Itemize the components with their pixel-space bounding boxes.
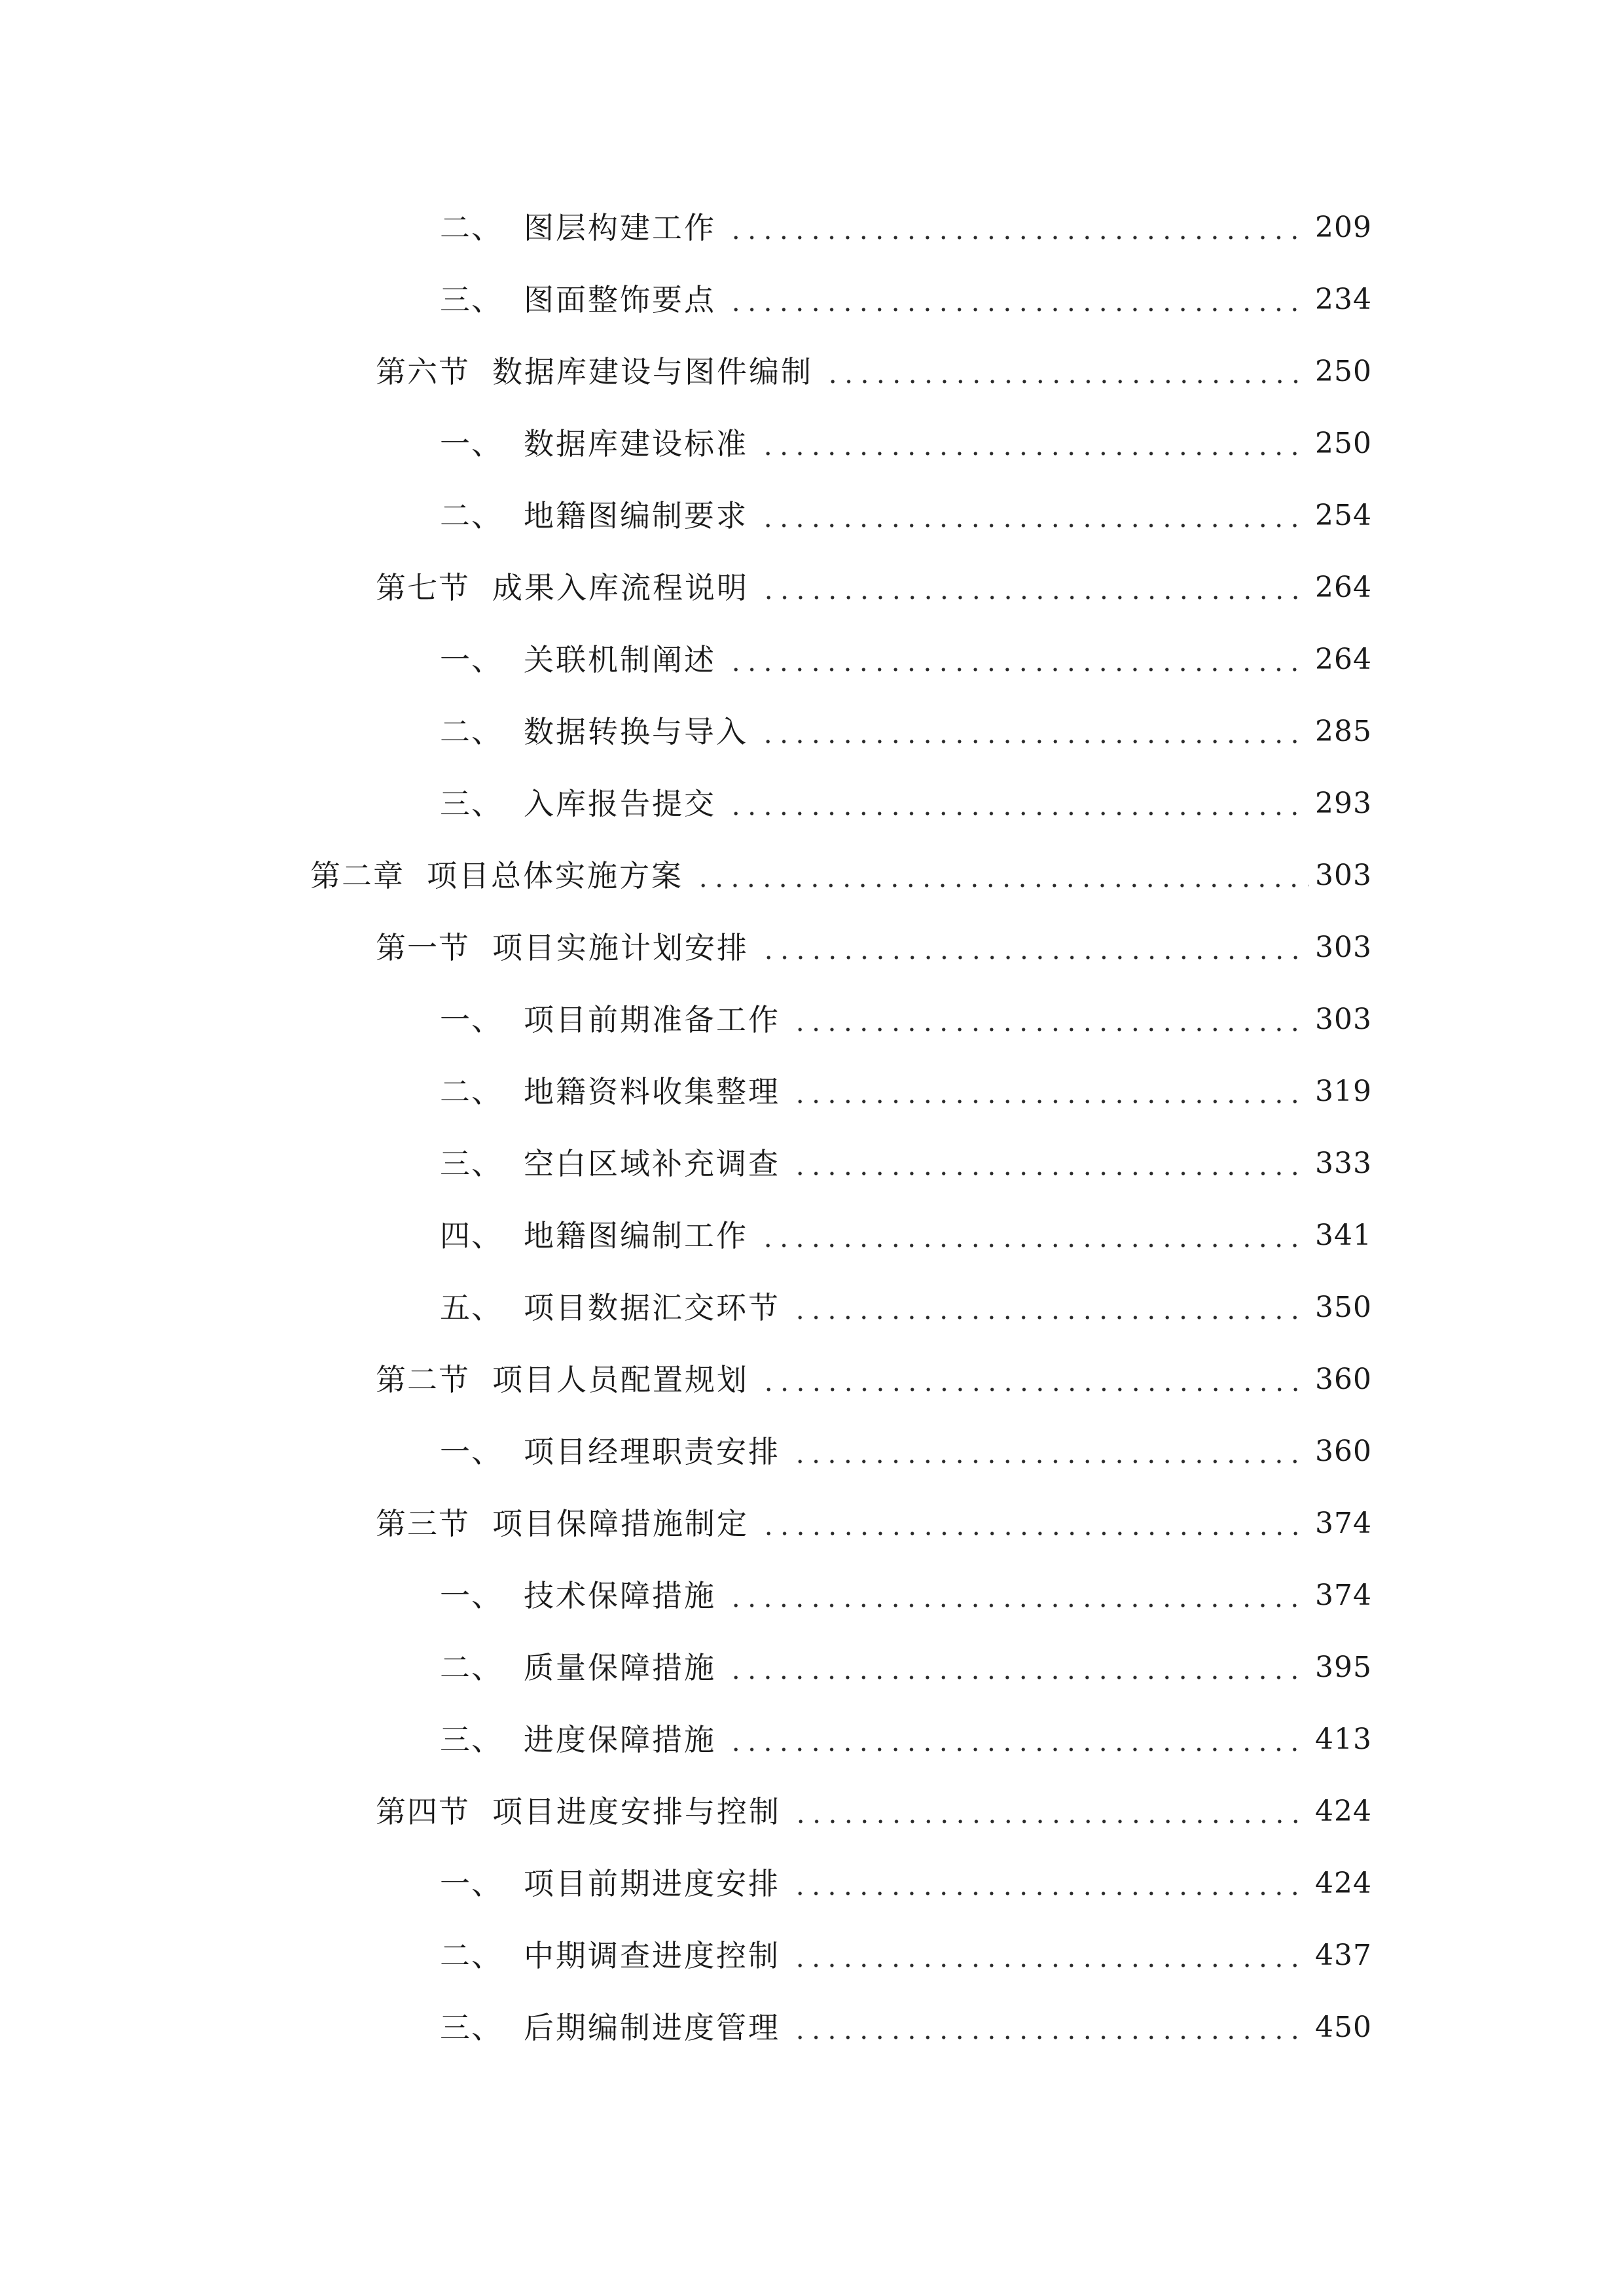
toc-entry-title: 地籍资料收集整理 <box>524 1074 780 1109</box>
toc-entry <box>440 1713 1372 1766</box>
toc-entry-number: 二、 <box>440 1938 503 1973</box>
toc-entry <box>440 418 1372 470</box>
toc-entry-number: 二、 <box>440 1650 503 1685</box>
toc-entry-number: 三、 <box>440 2010 503 2045</box>
toc-entry-title: 空白区域补充调查 <box>524 1146 780 1181</box>
toc-entry-page: 374 <box>1315 1579 1372 1612</box>
toc-entry-page: 250 <box>1315 427 1372 460</box>
toc-entry-page: 350 <box>1315 1291 1372 1324</box>
toc-dot-leader <box>789 2001 1308 2054</box>
toc-entry <box>440 994 1372 1046</box>
toc-entry-number: 二、 <box>440 714 503 749</box>
toc-entry <box>440 634 1372 686</box>
toc-dot-leader <box>789 1282 1308 1334</box>
toc-entry-page: 424 <box>1315 1795 1372 1828</box>
toc-entry-number: 二、 <box>440 210 503 245</box>
toc-entry-number: 第二章 <box>310 858 405 893</box>
toc-entry <box>440 1857 1372 1910</box>
toc-dot-leader <box>757 418 1308 470</box>
toc-entry-page: 341 <box>1315 1219 1372 1252</box>
toc-entry-page: 264 <box>1315 643 1372 676</box>
toc-entry-page: 413 <box>1315 1723 1372 1756</box>
toc-entry-number: 三、 <box>440 1146 503 1181</box>
toc-dot-leader <box>789 1066 1308 1118</box>
toc-entry-number: 一、 <box>440 1434 503 1469</box>
toc-dot-leader <box>789 1138 1308 1190</box>
toc-entry-title: 技术保障措施 <box>524 1578 716 1613</box>
toc-entry-page: 437 <box>1315 1939 1372 1972</box>
toc-entry-number: 一、 <box>440 1866 503 1901</box>
toc-entry-title: 成果入库流程说明 <box>492 570 749 605</box>
toc-entry-number: 三、 <box>440 282 503 317</box>
toc-entry-page: 395 <box>1315 1651 1372 1684</box>
toc-entry-number: 第七节 <box>376 570 470 605</box>
toc-entry <box>376 1785 1372 1838</box>
toc-entry-title: 项目人员配置规划 <box>492 1362 749 1397</box>
toc-entry <box>440 1282 1372 1334</box>
toc-entry-page: 254 <box>1315 499 1372 532</box>
toc-dot-leader <box>822 346 1308 398</box>
toc-entry-page: 424 <box>1315 1867 1372 1900</box>
toc-entry-title: 关联机制阐述 <box>524 642 716 677</box>
toc-entry-number: 一、 <box>440 1002 503 1037</box>
toc-entry-number: 二、 <box>440 1074 503 1109</box>
toc-entry-page: 319 <box>1315 1075 1372 1108</box>
toc-dot-leader <box>725 274 1308 326</box>
toc-entry-number: 五、 <box>440 1290 503 1325</box>
toc-entry <box>440 490 1372 542</box>
toc-dot-leader <box>725 778 1308 830</box>
toc-entry-number: 一、 <box>440 642 503 677</box>
toc-entry-number: 四、 <box>440 1218 503 1253</box>
toc-entry <box>376 562 1372 614</box>
toc-dot-leader <box>757 706 1308 758</box>
toc-entry-number: 三、 <box>440 786 503 821</box>
toc-dot-leader <box>789 994 1308 1046</box>
toc-dot-leader <box>725 1570 1308 1622</box>
toc-dot-leader <box>758 1498 1308 1550</box>
toc-dot-leader <box>790 1785 1308 1838</box>
toc-entry-title: 项目实施计划安排 <box>492 930 749 965</box>
toc-entry-page: 234 <box>1315 283 1372 316</box>
toc-entry <box>376 1354 1372 1406</box>
toc-entry-page: 303 <box>1315 1003 1372 1036</box>
toc-entry-number: 三、 <box>440 1722 503 1757</box>
toc-entry <box>310 850 1372 902</box>
toc-entry-title: 地籍图编制要求 <box>524 498 748 533</box>
toc-entry <box>440 1426 1372 1478</box>
toc-dot-leader <box>758 562 1308 614</box>
toc-entry-page: 209 <box>1315 211 1372 244</box>
toc-entry <box>376 922 1372 974</box>
toc-entry-number: 第六节 <box>376 354 470 389</box>
toc-entry-title: 项目数据汇交环节 <box>524 1290 780 1325</box>
toc-dot-leader <box>789 1929 1308 1982</box>
toc-entry-page: 303 <box>1315 859 1372 892</box>
toc-entry <box>376 346 1372 398</box>
toc-entry-title: 入库报告提交 <box>524 786 716 821</box>
toc-entry <box>440 1210 1372 1262</box>
toc-dot-leader <box>789 1426 1308 1478</box>
toc-entry-title: 项目经理职责安排 <box>524 1434 780 1469</box>
toc-entry-title: 数据库建设与图件编制 <box>492 354 813 389</box>
toc-entry <box>440 1066 1372 1118</box>
toc-entry-title: 项目前期准备工作 <box>524 1002 780 1037</box>
toc-entry-number: 一、 <box>440 426 503 461</box>
toc-dot-leader <box>789 1857 1308 1910</box>
toc-entry-page: 333 <box>1315 1147 1372 1180</box>
toc-entry <box>440 1641 1372 1694</box>
toc-entry-title: 项目总体实施方案 <box>427 858 683 893</box>
toc-entry-title: 质量保障措施 <box>524 1650 716 1685</box>
toc-entry <box>376 1498 1372 1550</box>
toc-entry <box>440 2001 1372 2054</box>
toc-entry-page: 250 <box>1315 355 1372 388</box>
toc-entry-number: 第三节 <box>376 1506 470 1541</box>
toc-entry-number: 二、 <box>440 498 503 533</box>
toc-dot-leader <box>725 1713 1308 1766</box>
toc-entry-title: 图面整饰要点 <box>524 282 716 317</box>
toc-dot-leader <box>758 1354 1308 1406</box>
toc-entry <box>440 706 1372 758</box>
toc-entry-page: 264 <box>1315 571 1372 604</box>
toc-entry-title: 进度保障措施 <box>524 1722 716 1757</box>
toc-dot-leader <box>757 1210 1308 1262</box>
toc-entry-number: 一、 <box>440 1578 503 1613</box>
toc-dot-leader <box>757 490 1308 542</box>
toc-entry-page: 374 <box>1315 1507 1372 1540</box>
toc-entry-title: 后期编制进度管理 <box>524 2010 780 2045</box>
toc-entry-page: 450 <box>1315 2011 1372 2044</box>
toc-entry <box>440 274 1372 326</box>
toc-entry-title: 项目进度安排与控制 <box>492 1794 781 1829</box>
toc-entry-title: 中期调查进度控制 <box>524 1938 780 1973</box>
toc-entry-title: 数据转换与导入 <box>524 714 748 749</box>
toc-entry <box>440 778 1372 830</box>
toc-entry-page: 303 <box>1315 931 1372 964</box>
toc-entry-title: 数据库建设标准 <box>524 426 748 461</box>
toc-entry-title: 项目保障措施制定 <box>492 1506 749 1541</box>
toc-dot-leader <box>725 634 1308 686</box>
toc-entry <box>440 202 1372 254</box>
toc-dot-leader <box>725 202 1308 254</box>
toc-dot-leader <box>758 922 1308 974</box>
toc-entry-page: 360 <box>1315 1435 1372 1468</box>
toc-entry-number: 第二节 <box>376 1362 470 1397</box>
toc-entry-number: 第四节 <box>376 1794 470 1829</box>
toc-entry-page: 285 <box>1315 715 1372 748</box>
toc-entry-title: 地籍图编制工作 <box>524 1218 748 1253</box>
toc-entry-page: 360 <box>1315 1363 1372 1396</box>
toc-entry <box>440 1570 1372 1622</box>
toc-dot-leader <box>725 1641 1308 1694</box>
toc-entry-page: 293 <box>1315 787 1372 820</box>
toc-entry-title: 项目前期进度安排 <box>524 1866 780 1901</box>
toc-dot-leader <box>693 850 1308 902</box>
toc-entry-title: 图层构建工作 <box>524 210 716 245</box>
toc-entry <box>440 1138 1372 1190</box>
toc-entry <box>440 1929 1372 1982</box>
toc-entry-number: 第一节 <box>376 930 470 965</box>
